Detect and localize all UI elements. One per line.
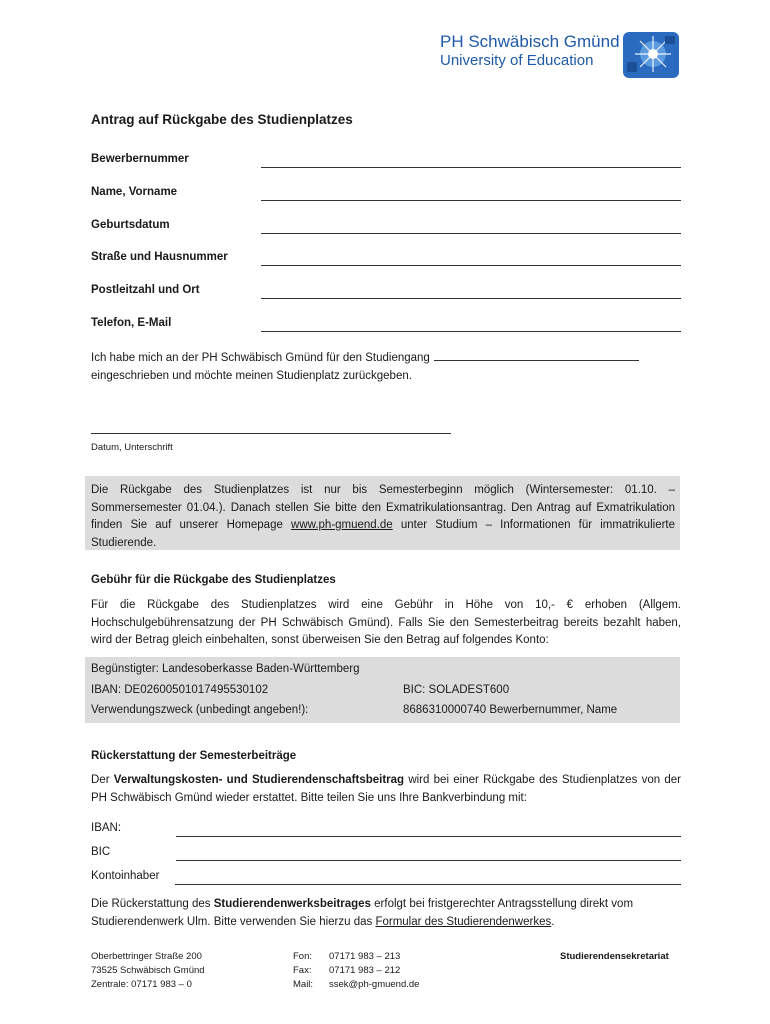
field-bewerbernummer[interactable]	[91, 153, 681, 171]
statement-text-2: eingeschrieben und möchte meinen Studienplatz zurückgeben.	[91, 369, 412, 382]
field-input-line[interactable]	[261, 200, 681, 201]
refund-field-iban[interactable]	[91, 822, 681, 840]
university-emblem-icon	[623, 32, 679, 78]
field-input-line[interactable]	[261, 298, 681, 299]
university-logo	[440, 30, 680, 80]
form-title: Antrag auf Rückgabe des Studienplatzes	[91, 112, 353, 127]
footer-address-line: Zentrale: 07171 983 – 0	[91, 979, 192, 990]
refund-field-bic[interactable]	[91, 846, 681, 864]
bank-iban: IBAN: DE02600501017495530102	[91, 684, 269, 696]
notice-box	[85, 476, 680, 550]
bank-bic: BIC: SOLADEST600	[403, 684, 510, 696]
footer-office	[560, 950, 669, 964]
bank-purpose-label: Verwendungszweck (unbedingt angeben!):	[91, 704, 309, 716]
field-name[interactable]	[91, 186, 681, 204]
bank-beneficiary: Begünstigter: Landesoberkasse Baden-Württemberg	[91, 663, 360, 675]
sw-text-a: Die Rückerstattung des	[91, 898, 214, 910]
field-input-line[interactable]	[176, 860, 681, 861]
statement-paragraph	[91, 349, 681, 385]
field-label: Straße und Hausnummer	[91, 251, 228, 263]
statement-text-1: Ich habe mich an der PH Schwäbisch Gmünd für den Studiengang	[91, 352, 430, 364]
footer-fax-value: 07171 983 – 212	[329, 965, 401, 976]
refund-text-bold: Verwaltungskosten- und Studierendenschaftsbeitrag	[113, 774, 405, 786]
studiengang-input-line[interactable]	[434, 349, 639, 361]
notice-text-a: Die Rückgabe des Studienplatzes ist nur bis Semesterbeginn möglich (Wintersemester: 01.10. – Sommersemester 01.04.). Danach stellen Sie bitte den Exmatrikulationsantrag. Den Antrag auf Exmatrikulation finden Sie auf unserer Homepage	[91, 484, 675, 531]
refund-text-a: Der	[91, 774, 114, 786]
field-strasse[interactable]	[91, 251, 681, 269]
footer-fon-label: Fon:	[293, 951, 313, 962]
field-label: BIC	[91, 846, 111, 858]
footer-office-name: Studierendensekretariat	[560, 951, 669, 962]
footer-fax-label: Fax:	[293, 965, 312, 976]
footer-mail-value[interactable]: ssek@ph-gmuend.de	[329, 979, 420, 990]
studierendenwerk-paragraph	[91, 896, 681, 931]
refund-field-kontoinhaber[interactable]	[91, 870, 681, 888]
homepage-link[interactable]: www.ph-gmuend.de	[291, 519, 393, 531]
field-geburtsdatum[interactable]	[91, 219, 681, 237]
field-label: Bewerbernummer	[91, 153, 189, 165]
signature-line[interactable]	[91, 433, 451, 434]
notice-text-b: unter Studium – Informationen für immatrikulierte Studierende.	[91, 519, 676, 549]
logo-line-2: University of Education	[440, 52, 594, 69]
refund-heading: Rückerstattung der Semesterbeiträge	[91, 750, 297, 762]
field-plz-ort[interactable]	[91, 284, 681, 302]
footer-address	[91, 950, 205, 992]
sw-text-bold: Studierendenwerksbeitrages	[213, 898, 371, 910]
footer-mail-label: Mail:	[293, 979, 314, 990]
sw-text-c: .	[551, 915, 555, 928]
footer-address-line: Oberbettringer Straße 200	[91, 951, 202, 962]
field-label: Geburtsdatum	[91, 219, 170, 231]
bank-details-box	[85, 657, 680, 723]
field-label: IBAN:	[91, 822, 122, 834]
footer-contact	[293, 950, 419, 992]
field-label: Name, Vorname	[91, 186, 178, 198]
footer-address-line: 73525 Schwäbisch Gmünd	[91, 965, 205, 976]
footer-fon-value: 07171 983 – 213	[329, 951, 401, 962]
field-telefon-email[interactable]	[91, 317, 681, 335]
refund-paragraph	[91, 772, 681, 807]
refund-text-b: wird bei einer Rückgabe des Studienplatzes von der PH Schwäbisch Gmünd wieder erstattet. Bitte teilen Sie uns Ihre Bankverbindung mit:	[91, 774, 681, 804]
signature-label: Datum, Unterschrift	[91, 442, 173, 453]
field-input-line[interactable]	[261, 265, 681, 266]
notice-text	[91, 482, 675, 552]
fee-paragraph: Für die Rückgabe des Studienplatzes wird eine Gebühr in Höhe von 10,- € erhoben (Allgem. Hochschulgebührensatzung der PH Schwäbisch Gmünd). Falls Sie den Semesterbeitrag bereits bezahlt haben, wird der Betrag gleich einbehalten, sonst überweisen Sie den Betrag auf folgendes Konto:	[91, 599, 681, 646]
field-label: Postleitzahl und Ort	[91, 284, 200, 296]
field-label: Kontoinhaber	[91, 870, 160, 882]
fee-heading: Gebühr für die Rückgabe des Studienplatzes	[91, 574, 336, 586]
studierendenwerk-form-link[interactable]: Formular des Studierendenwerkes	[375, 915, 552, 928]
field-label: Telefon, E-Mail	[91, 317, 172, 329]
bank-purpose-value: 8686310000740 Bewerbernummer, Name	[403, 704, 618, 716]
logo-line-1: PH Schwäbisch Gmünd	[440, 32, 620, 51]
field-input-line[interactable]	[261, 233, 681, 234]
field-input-line[interactable]	[261, 167, 681, 168]
field-input-line[interactable]	[176, 836, 681, 837]
sw-text-b: erfolgt bei fristgerechter Antragsstellung direkt vom Studierendenwerk Ulm. Bitte verwenden Sie hierzu das	[91, 898, 634, 928]
field-input-line[interactable]	[261, 331, 681, 332]
field-input-line[interactable]	[175, 884, 681, 885]
